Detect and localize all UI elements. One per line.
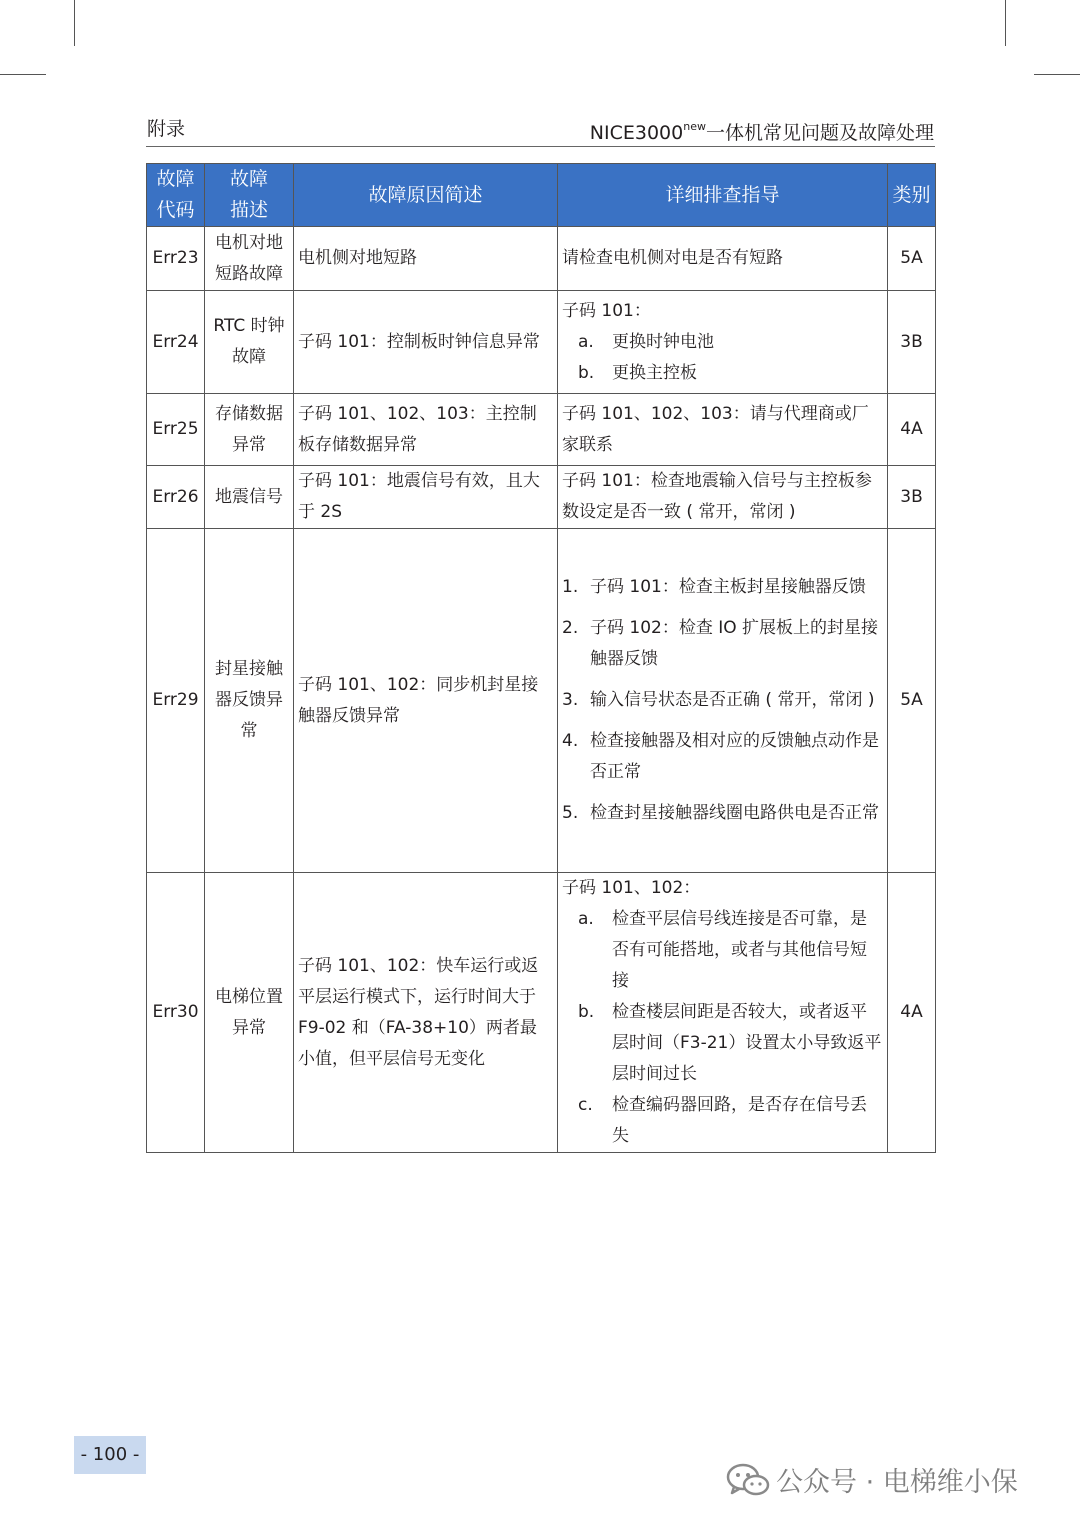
fault-code: Err30 [147,873,205,1153]
table-row [147,394,936,466]
fault-description: 电机对地短路故障 [205,227,294,291]
fault-description: 地震信号 [205,466,294,529]
fault-code: Err26 [147,466,205,529]
troubleshooting-guide [558,291,888,394]
table-row [147,466,936,529]
troubleshooting-guide: 子码 101、102、103：请与代理商或厂家联系 [558,394,888,466]
fault-category: 3B [888,466,936,529]
fault-description: 电梯位置异常 [205,873,294,1153]
troubleshooting-guide [558,873,888,1153]
fault-description: RTC 时钟故障 [205,291,294,394]
guide-heading: 子码 101、102： [562,878,701,898]
list-item: 1. 子码 101：检查主板封星接触器反馈 [562,577,866,597]
list-item: 4. 检查接触器及相对应的反馈触点动作是否正常 [562,731,879,782]
crop-mark [1005,0,1006,46]
fault-cause: 子码 101、102：快车运行或返平层运行模式下，运行时间大于 F9-02 和（FA-38+10）两者最小值，但平层信号无变化 [294,873,558,1153]
fault-code: Err25 [147,394,205,466]
fault-code: Err29 [147,529,205,873]
fault-cause: 子码 101：控制板时钟信息异常 [294,291,558,394]
document-title: $NICE3000^{new}$一体机常见问题及故障处理 [589,119,934,144]
column-header-code: 故障 代码 [147,164,205,227]
table-row [147,227,936,291]
troubleshooting-guide: 子码 101：检查地震输入信号与主控板参数设定是否一致 ( 常开，常闭 ) [558,466,888,529]
section-label: 附录 [147,118,186,140]
watermark-text: 公众号 · 电梯维小保 [776,1467,1018,1498]
fault-category: 4A [888,873,936,1153]
page-number: - 100 - [74,1436,146,1474]
table-row [147,529,936,873]
fault-cause: 子码 101、102、103：主控制板存储数据异常 [294,394,558,466]
column-header-category: 类别 [888,164,936,227]
column-header-cause: 故障原因简述 [294,164,558,227]
crop-mark [0,74,46,75]
fault-category: 3B [888,291,936,394]
column-header-desc: 故障 描述 [205,164,294,227]
column-header-guide: 详细排查指导 [558,164,888,227]
fault-cause: 电机侧对地短路 [294,227,558,291]
crop-mark [74,0,75,46]
list-item: 5. 检查封星接触器线圈电路供电是否正常 [562,803,879,823]
fault-code: Err24 [147,291,205,394]
guide-heading: 子码 101： [562,300,651,321]
table-row [147,291,936,394]
list-item: b. 检查楼层间距是否较大，或者返平层时间（F3-21）设置太小导致返平层时间过长 [578,1002,882,1084]
list-item: 2. 子码 102：检查 IO 扩展板上的封星接触器反馈 [562,618,879,669]
wechat-icon [726,1463,770,1497]
list-item: b. 更换主控板 [578,362,697,383]
fault-cause: 子码 101、102：同步机封星接触器反馈异常 [294,529,558,873]
header-divider [146,146,935,147]
fault-category: 5A [888,227,936,291]
fault-description: 封星接触器反馈异常 [205,529,294,873]
table-row [147,873,936,1153]
list-item: c. 检查编码器回路，是否存在信号丢失 [578,1095,867,1146]
troubleshooting-guide [558,529,888,873]
fault-code: Err23 [147,227,205,291]
watermark [726,1460,1018,1499]
crop-mark [1034,74,1080,75]
fault-cause: 子码 101：地震信号有效，且大于 2S [294,466,558,529]
troubleshooting-guide: 请检查电机侧对电是否有短路 [558,227,888,291]
fault-table [146,163,936,1153]
list-item: 3. 输入信号状态是否正确 ( 常开，常闭 ) [562,690,875,710]
list-item: a. 检查平层信号线连接是否可靠，是否有可能搭地，或者与其他信号短接 [578,909,867,991]
fault-description: 存储数据异常 [205,394,294,466]
fault-category: 4A [888,394,936,466]
list-item: a. 更换时钟电池 [578,331,714,352]
fault-category: 5A [888,529,936,873]
table-header-row [147,164,936,227]
